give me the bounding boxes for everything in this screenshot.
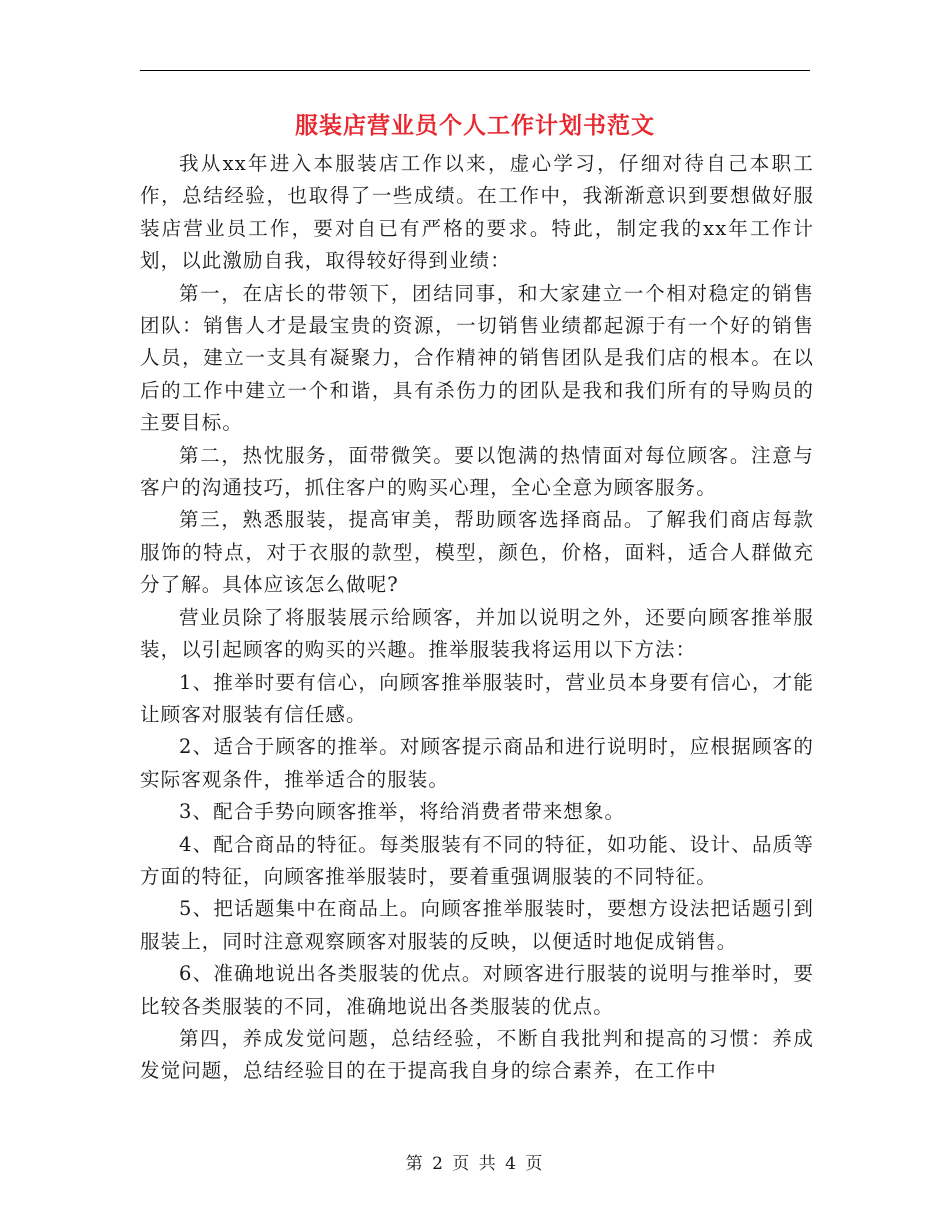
document-title: 服装店营业员个人工作计划书范文 [295, 113, 655, 139]
paragraph: 我从xx年进入本服装店工作以来，虚心学习，仔细对待自己本职工作，总结经验，也取得了一些成绩。在工作中，我渐渐意识到要想做好服装店营业员工作，要对自已有严格的要求。特此，制定我的xx年工作计划，以此激励自我，取得较好得到业绩： [140, 152, 814, 273]
paragraph: 营业员除了将服装展示给顾客，并加以说明之外，还要向顾客推举服装，以引起顾客的购买的兴趣。推举服装我将运用以下方法： [140, 605, 814, 662]
paragraph: 6、准确地说出各类服装的优点。对顾客进行服装的说明与推举时，要比较各类服装的不同，准确地说出各类服装的优点。 [140, 962, 814, 1018]
header-rule [140, 70, 810, 71]
paragraph: 2、适合于顾客的推举。对顾客提示商品和进行说明时，应根据顾客的实际客观条件，推举适合的服装。 [140, 735, 814, 791]
paragraph: 4、配合商品的特征。每类服装有不同的特征，如功能、设计、品质等方面的特征，向顾客推举服装时，要着重强调服装的不同特征。 [140, 832, 814, 888]
page-number-footer: 第 2 页 共 4 页 [405, 1154, 545, 1174]
paragraph: 1、推举时要有信心，向顾客推举服装时，营业员本身要有信心，才能让顾客对服装有信任感。 [140, 670, 814, 726]
paragraph: 第一，在店长的带领下，团结同事，和大家建立一个相对稳定的销售团队：销售人才是最宝贵的资源，一切销售业绩都起源于有一个好的销售人员，建立一支具有凝聚力，合作精神的销售团队是我们店的根本。在以后的工作中建立一个和谐，具有杀伤力的团队是我和我们所有的导购员的主要目标。 [140, 281, 814, 435]
paragraph: 3、配合手势向顾客推举，将给消费者带来想象。 [179, 800, 626, 824]
paragraph: 第二，热忱服务，面带微笑。要以饱满的热情面对每位顾客。注意与客户的沟通技巧，抓住客户的购买心理，全心全意为顾客服务。 [140, 443, 814, 500]
paragraph: 第三，熟悉服装，提高审美，帮助顾客选择商品。了解我们商店每款服饰的特点，对于衣服的款型，模型，颜色，价格，面料，适合人群做充分了解。具体应该怎么做呢? [140, 508, 814, 597]
document-body [140, 148, 814, 1088]
paragraph: 5、把话题集中在商品上。向顾客推举服装时，要想方设法把话题引到服装上，同时注意观察顾客对服装的反映，以便适时地促成销售。 [140, 897, 814, 953]
paragraph: 第四，养成发觉问题，总结经验，不断自我批判和提高的习惯：养成发觉问题，总结经验目的在于提高我自身的综合素养，在工作中 [140, 1026, 814, 1083]
